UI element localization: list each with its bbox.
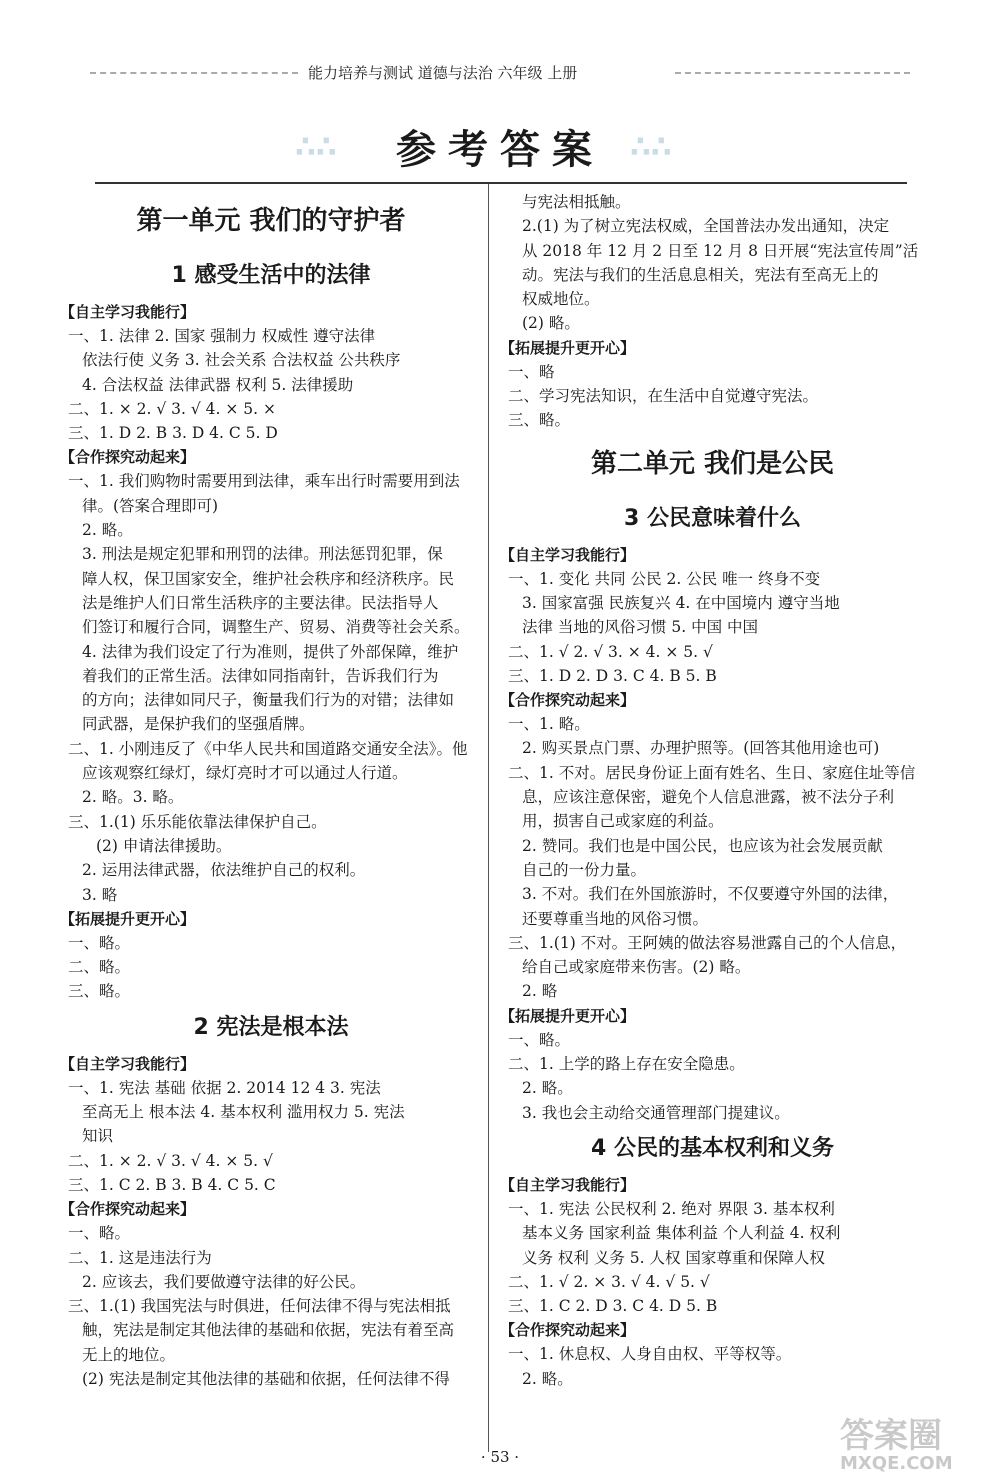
answer-line: 从 2018 年 12 月 2 日至 12 月 8 日开展“宪法宣传周”活: [522, 241, 919, 260]
header-text: 能力培养与测试 道德与法治 六年级 上册: [308, 64, 578, 82]
answer-line: 一、1. 宪法 公民权利 2. 绝对 界限 3. 基本权利: [508, 1199, 835, 1218]
answer-line: 无上的地位。: [82, 1345, 176, 1364]
answer-line: 3. 不对。我们在外国旅游时，不仅要遵守外国的法律，: [522, 885, 899, 904]
answer-line: 一、略。: [68, 1224, 131, 1243]
answer-line: 一、略: [508, 362, 555, 381]
answer-line: 三、1. C 2. B 3. B 4. C 5. C: [68, 1175, 276, 1194]
answer-line: 同武器，是保护我们的坚强盾牌。: [82, 715, 315, 734]
lesson-heading: 2 宪法是根本法: [193, 1014, 349, 1040]
lesson-heading: 3 公民意味着什么: [624, 505, 801, 531]
answer-line: 3. 国家富强 民族复兴 4. 在中国境内 遵守当地: [522, 593, 840, 612]
answer-line: 三、略。: [508, 411, 571, 430]
answer-line: 3. 我也会主动给交通管理部门提建议。: [522, 1103, 790, 1122]
answer-line: 二、1. × 2. √ 3. √ 4. × 5. ×: [68, 399, 277, 418]
answer-line: 二、1. × 2. √ 3. √ 4. × 5. √: [68, 1151, 273, 1170]
answer-line: 用，损害自己或家庭的利益。: [522, 812, 724, 831]
header-dash-right: [675, 72, 910, 74]
page-number: · 53 ·: [480, 1448, 520, 1466]
answer-line: 权威地位。: [522, 290, 600, 309]
answer-line: 二、略。: [68, 958, 131, 977]
section-heading: 【拓展提升更开心】: [60, 909, 196, 928]
answer-line: 法律 当地的风俗习惯 5. 中国 中国: [522, 618, 758, 637]
unit-heading: 第二单元 我们是公民: [590, 448, 835, 479]
answer-line: 基本义务 国家利益 集体利益 个人利益 4. 权利: [522, 1224, 841, 1243]
section-heading: 【合作探究动起来】: [60, 448, 196, 467]
answer-line: (2) 宪法是制定其他法律的基础和依据，任何法律不得: [82, 1369, 450, 1388]
left-column: [60, 190, 482, 1391]
answer-line: 律。(答案合理即可): [82, 496, 219, 515]
answer-line: 一、1. 变化 共同 公民 2. 公民 唯一 终身不变: [508, 569, 821, 588]
answer-line: 三、略。: [68, 982, 131, 1001]
answer-line: 触，宪法是制定其他法律的基础和依据，宪法有着至高: [82, 1321, 455, 1340]
answer-line: 义务 权利 义务 5. 人权 国家尊重和保障人权: [522, 1248, 825, 1267]
answer-line: 一、1. 宪法 基础 依据 2. 2014 12 4 3. 宪法: [68, 1078, 381, 1097]
title-decoration-left: ∴∴: [295, 130, 337, 165]
answer-line: 2. 略。: [522, 1079, 573, 1098]
running-header: [90, 62, 910, 84]
section-heading: 【自主学习我能行】: [60, 303, 196, 321]
title-decoration-right: ∴∴: [630, 130, 672, 165]
answer-line: 一、略。: [68, 933, 131, 952]
section-heading: 【合作探究动起来】: [500, 691, 636, 710]
section-heading: 【自主学习我能行】: [60, 1054, 196, 1073]
watermark-logo: [840, 1418, 990, 1476]
section-heading: 【自主学习我能行】: [500, 1175, 636, 1194]
section-heading: 【合作探究动起来】: [500, 1321, 636, 1340]
answer-line: 2.(1) 为了树立宪法权威，全国普法办发出通知，决定: [522, 217, 890, 236]
answer-line: 一、1. 休息权、人身自由权、平等权等。: [508, 1345, 792, 1364]
answer-line: 2. 略。3. 略。: [82, 788, 184, 807]
answer-line: 2. 购买景点门票、办理护照等。(回答其他用途也可): [522, 739, 880, 758]
answer-line: 二、1. √ 2. √ 3. × 4. × 5. √: [508, 642, 713, 661]
answer-line: 至高无上 根本法 4. 基本权利 滥用权力 5. 宪法: [82, 1103, 405, 1122]
answer-line: 与宪法相抵触。: [522, 193, 631, 211]
title-area: [0, 118, 1000, 175]
answer-line: 给自己或家庭带来伤害。(2) 略。: [522, 958, 751, 977]
answer-line: 二、1. 上学的路上存在安全隐患。: [508, 1055, 745, 1074]
answer-line: 们签订和履行合同，调整生产、贸易、消费等社会关系。: [82, 618, 470, 637]
answer-line: 一、略。: [508, 1030, 571, 1049]
answer-line: 应该观察红绿灯，绿灯亮时才可以通过人行道。: [82, 764, 408, 783]
answer-line: 法是维护人们日常生活秩序的主要法律。民法指导人: [82, 593, 439, 612]
answer-line: 二、1. 小刚违反了《中华人民共和国道路交通安全法》。他: [68, 739, 468, 758]
answer-line: 息，应该注意保密，避免个人信息泄露，被不法分子利: [522, 788, 895, 807]
right-column: [500, 190, 925, 1391]
section-heading: 【自主学习我能行】: [500, 545, 636, 564]
answer-line: 一、1. 法律 2. 国家 强制力 权威性 遵守法律: [68, 327, 376, 345]
watermark-url: MXQE.COM: [840, 1453, 953, 1474]
answer-line: 三、1.(1) 乐乐能依靠法律保护自己。: [68, 812, 327, 831]
answer-line: 二、1. √ 2. × 3. √ 4. √ 5. √: [508, 1272, 710, 1291]
answer-line: 三、1. D 2. D 3. C 4. B 5. B: [508, 666, 717, 685]
column-divider: [488, 184, 489, 1452]
answer-line: 三、1. D 2. B 3. D 4. C 5. D: [68, 424, 278, 443]
answer-line: 三、1.(1) 我国宪法与时俱进，任何法律不得与宪法相抵: [68, 1297, 451, 1316]
section-heading: 【合作探究动起来】: [60, 1200, 196, 1219]
title-rule: [95, 182, 907, 184]
answer-line: 自己的一份力量。: [522, 860, 647, 879]
answer-line: 的方向；法律如同尺子，衡量我们行为的对错；法律如: [82, 691, 455, 710]
answer-line: 三、1. C 2. D 3. C 4. D 5. B: [508, 1297, 718, 1316]
answer-line: 2. 略。: [82, 521, 133, 540]
answer-line: 二、学习宪法知识，在生活中自觉遵守宪法。: [508, 387, 819, 406]
answer-line: 动。宪法与我们的生活息息相关，宪法有至高无上的: [522, 265, 879, 284]
watermark-text: 答案圈: [840, 1416, 942, 1456]
section-heading: 【拓展提升更开心】: [500, 338, 636, 357]
answer-line: 3. 刑法是规定犯罪和刑罚的法律。刑法惩罚犯罪，保: [82, 545, 443, 564]
answer-line: 4. 法律为我们设定了行为准则，提供了外部保障，维护: [82, 642, 459, 661]
answer-line: 三、1.(1) 不对。王阿姨的做法容易泄露自己的个人信息，: [508, 933, 907, 952]
answer-line: 2. 略。: [522, 1369, 573, 1388]
page-title: 参考答案: [396, 127, 604, 173]
lesson-heading: 1 感受生活中的法律: [171, 263, 371, 288]
answer-line: 一、1. 略。: [508, 715, 590, 734]
answer-line: 着我们的正常生活。法律如同指南针，告诉我们行为: [82, 666, 439, 685]
answer-line: 二、1. 不对。居民身份证上面有姓名、生日、家庭住址等信: [508, 763, 916, 782]
answer-line: 障人权，保卫国家安全，维护社会秩序和经济秩序。民: [82, 569, 455, 588]
lesson-heading: 4 公民的基本权利和义务: [591, 1135, 834, 1161]
answer-line: 依法行使 义务 3. 社会关系 合法权益 公共秩序: [82, 351, 401, 370]
answer-line: 2. 略: [522, 982, 558, 1001]
answer-line: 2. 赞同。我们也是中国公民，也应该为社会发展贡献: [522, 836, 883, 855]
answer-line: 2. 运用法律武器，依法维护自己的权利。: [82, 861, 366, 880]
answer-line: 二、1. 这是违法行为: [68, 1248, 212, 1267]
answer-line: (2) 略。: [522, 314, 580, 333]
answer-line: 2. 应该去，我们要做遵守法律的好公民。: [82, 1272, 366, 1291]
unit-heading: 第一单元 我们的守护者: [136, 206, 406, 236]
answer-line: (2) 申请法律援助。: [96, 836, 232, 855]
answer-line: 一、1. 我们购物时需要用到法律，乘车出行时需要用到法: [68, 472, 460, 491]
section-heading: 【拓展提升更开心】: [500, 1006, 636, 1025]
answer-line: 还要尊重当地的风俗习惯。: [522, 909, 709, 928]
answer-line: 3. 略: [82, 885, 118, 904]
header-dash-left: [90, 72, 298, 74]
answer-line: 4. 合法权益 法律武器 权利 5. 法律援助: [82, 375, 354, 394]
answer-line: 知识: [82, 1127, 114, 1146]
